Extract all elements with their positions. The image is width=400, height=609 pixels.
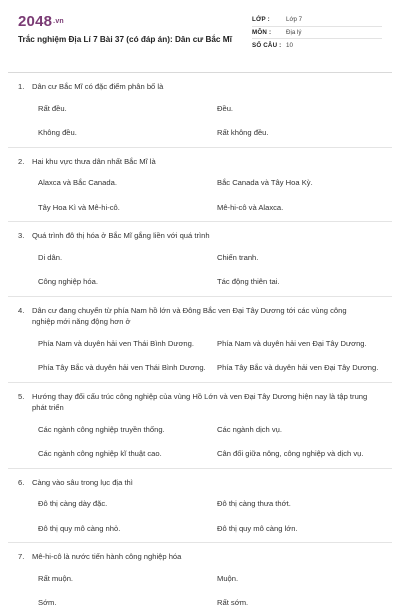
meta-value: Lớp 7 bbox=[286, 16, 303, 24]
answer-list bbox=[18, 103, 382, 139]
answer-option[interactable]: Rất sớm. bbox=[217, 598, 249, 607]
question-number: 7. bbox=[18, 552, 25, 561]
question-number: 6. bbox=[18, 477, 25, 487]
answer-list bbox=[18, 177, 382, 213]
question-text: Hai khu vực thưa dân nhất Bắc Mĩ là bbox=[32, 156, 156, 166]
meta-subject bbox=[252, 27, 382, 40]
answer-option[interactable]: Phía Tây Bắc và duyên hải ven Đại Tây Dương. bbox=[217, 363, 379, 372]
question-5 bbox=[0, 383, 400, 460]
page-header bbox=[0, 0, 400, 72]
answer-list bbox=[18, 498, 382, 534]
question-text: Mê-hi-cô là nước tiến hành công nghiệp hóa bbox=[32, 552, 182, 561]
meta-value: Địa lý bbox=[286, 28, 302, 36]
quiz-meta bbox=[252, 14, 382, 52]
answer-option[interactable]: Alaxca và Bắc Canada. bbox=[38, 178, 117, 187]
question-2 bbox=[0, 148, 400, 214]
question-number: 4. bbox=[18, 305, 25, 315]
answer-option[interactable]: Đều. bbox=[217, 103, 234, 113]
answer-option[interactable]: Phía Nam và duyên hải ven Đại Tây Dương. bbox=[217, 338, 367, 348]
logo-text: 2048 bbox=[18, 13, 53, 30]
answer-list bbox=[18, 338, 382, 374]
question-6 bbox=[0, 469, 400, 535]
answer-option[interactable]: Chiến tranh. bbox=[217, 252, 259, 262]
meta-label: MÔN : bbox=[252, 28, 272, 36]
question-number: 1. bbox=[18, 82, 25, 91]
question-text: Quá trình đô thị hóa ở Bắc Mĩ gắng liền với quá trình bbox=[32, 231, 210, 240]
answer-option[interactable]: Rất đều. bbox=[38, 103, 67, 113]
question-number: 5. bbox=[18, 391, 25, 401]
meta-label: SỐ CÂU : bbox=[252, 41, 282, 49]
answer-list bbox=[18, 424, 382, 460]
meta-value: 10 bbox=[286, 41, 293, 49]
page-title: Trắc nghiệm Địa Lí 7 Bài 37 (có đáp án): Dân cư Bắc Mĩ bbox=[18, 35, 232, 45]
answer-option[interactable]: Đô thị càng thưa thớt. bbox=[217, 499, 291, 508]
answer-option[interactable]: Muộn. bbox=[217, 573, 239, 583]
answer-option[interactable]: Tây Hoa Kì và Mê-hi-cô. bbox=[38, 202, 120, 212]
meta-label: LỚP : bbox=[252, 16, 270, 24]
answer-option[interactable]: Đô thị càng dày đặc. bbox=[38, 499, 108, 508]
question-7 bbox=[0, 543, 400, 609]
answer-option[interactable]: Cân đối giữa nông, công nghiệp và dịch vụ. bbox=[217, 449, 364, 458]
question-number: 2. bbox=[18, 156, 25, 166]
answer-option[interactable]: Phía Nam và duyên hải ven Thái Bình Dương. bbox=[38, 338, 194, 348]
answer-option[interactable]: Bắc Canada và Tây Hoa Kỳ. bbox=[217, 178, 313, 187]
answer-option[interactable]: Đô thị quy mô càng lớn. bbox=[217, 523, 298, 533]
answer-option[interactable]: Rất không đều. bbox=[217, 128, 269, 137]
question-text: Dân cư đang chuyển từ phía Nam hồ lớn và Đông Bắc ven Đại Tây Dương tới các vùng công nghiệp mới năng động hơn ở bbox=[32, 305, 347, 326]
answer-option[interactable]: Các ngành công nghiệp truyền thống. bbox=[38, 424, 165, 434]
logo-suffix: .vn bbox=[53, 18, 64, 26]
question-4 bbox=[0, 297, 400, 374]
answer-list bbox=[18, 252, 382, 288]
question-3 bbox=[0, 222, 400, 288]
meta-question-count bbox=[252, 39, 382, 52]
question-text: Hướng thay đổi cấu trúc công nghiệp của vùng Hồ Lớn và ven Đại Tây Dương hiện nay là tập trung phát triển bbox=[32, 391, 368, 412]
meta-class bbox=[252, 14, 382, 27]
answer-option[interactable]: Rất muộn. bbox=[38, 573, 74, 583]
answer-option[interactable]: Phía Tây Bắc và duyên hải ven Thái Bình Dương. bbox=[38, 363, 206, 372]
answer-list bbox=[18, 573, 382, 609]
answer-option[interactable]: Di dân. bbox=[38, 252, 63, 262]
question-number: 3. bbox=[18, 231, 25, 240]
answer-option[interactable]: Các ngành dịch vụ. bbox=[217, 424, 283, 434]
question-1 bbox=[0, 73, 400, 139]
answer-option[interactable]: Đô thị quy mô càng nhỏ. bbox=[38, 523, 121, 533]
answer-option[interactable]: Sớm. bbox=[38, 598, 57, 607]
answer-option[interactable]: Không đều. bbox=[38, 128, 77, 137]
question-text: Dân cư Bắc Mĩ có đặc điểm phân bố là bbox=[32, 82, 164, 91]
question-text: Càng vào sâu trong lục địa thì bbox=[32, 477, 133, 487]
answer-option[interactable]: Các ngành công nghiệp kĩ thuật cao. bbox=[38, 449, 162, 458]
answer-option[interactable]: Mê-hi-cô và Alaxca. bbox=[217, 202, 284, 212]
answer-option[interactable]: Tác động thiên tai. bbox=[217, 277, 280, 286]
answer-option[interactable]: Công nghiệp hóa. bbox=[38, 277, 98, 286]
